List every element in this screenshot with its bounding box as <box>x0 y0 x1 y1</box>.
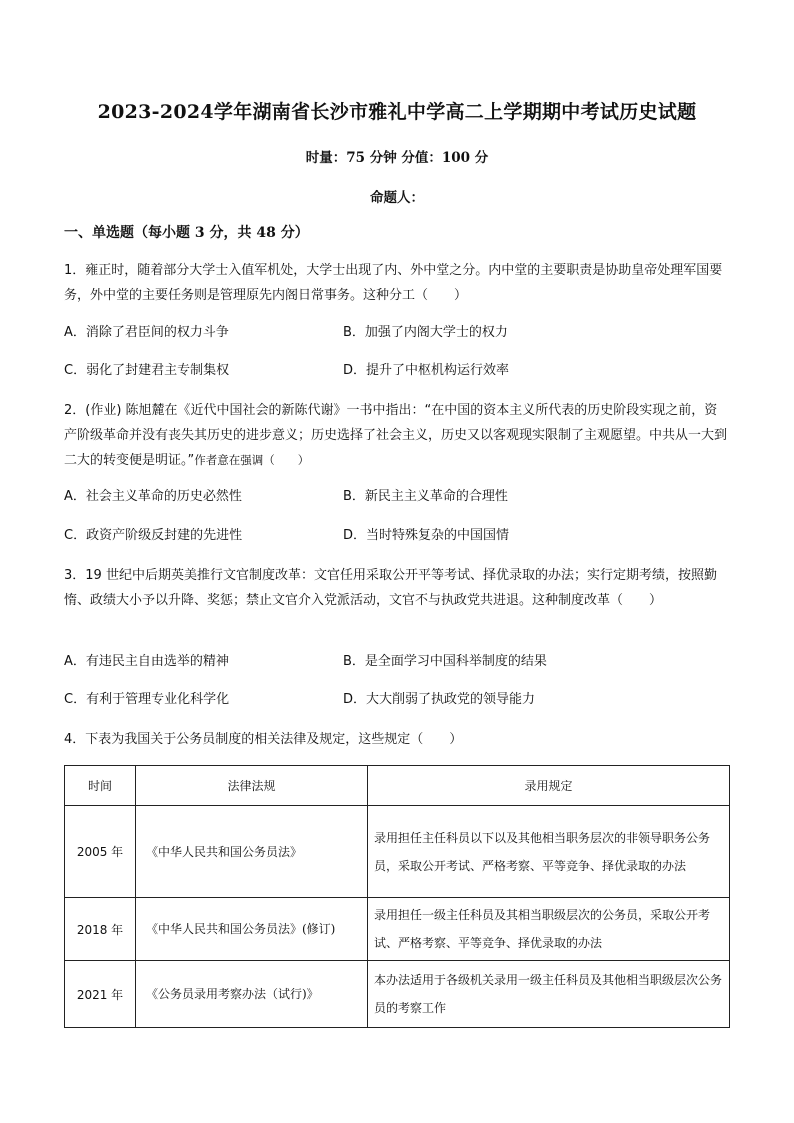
table-row <box>65 806 730 898</box>
question-3-option-a: A．有违民主自由选举的精神 <box>64 654 229 669</box>
question-2-note: 作者意在强调（ ） <box>194 453 310 467</box>
table-cell-rule: 本办法适用于各级机关录用一级主任科员及其他相当职级层次公务员的考察工作 <box>368 961 730 1028</box>
question-2-stem: 2．(作业) 陈旭麓在《近代中国社会的新陈代谢》一书中指出：“在中国的资本主义所代表的历史阶段实现之前，资产阶级革命并没有丧失其历史的进步意义；历史选择了社会主义，历史又以客观现实限制了主观愿望。中共从一大到二大的转变便是明证。” <box>64 403 728 468</box>
question-3-option-c: C．有利于管理专业化科学化 <box>64 692 230 707</box>
exam-time-score: 时量：75 分钟 分值：100 分 <box>305 150 489 166</box>
question-2-option-b: B．新民主主义革命的合理性 <box>343 489 508 504</box>
table-cell-year: 2005 年 <box>65 806 136 898</box>
table-cell-year: 2018 年 <box>65 898 136 961</box>
question-2-option-a: A．社会主义革命的历史必然性 <box>64 489 242 504</box>
question-3-option-b: B．是全面学习中国科举制度的结果 <box>343 654 547 669</box>
table-cell-rule: 录用担任一级主任科员及其相当职级层次的公务员，采取公开考试、严格考察、平等竞争、择优录取的办法 <box>368 898 730 961</box>
table-row <box>65 961 730 1028</box>
table-cell-year: 2021 年 <box>65 961 136 1028</box>
table-cell-rule: 录用担任主任科员以下以及其他相当职务层次的非领导职务公务员，采取公开考试、严格考察、平等竞争、择优录取的办法 <box>368 806 730 898</box>
question-4-stem: 4．下表为我国关于公务员制度的相关法律及规定，这些规定（ ） <box>64 732 463 747</box>
question-1-stem: 1．雍正时，随着部分大学士入值军机处，大学士出现了内、外中堂之分。内中堂的主要职责是协助皇帝处理军国要务，外中堂的主要任务则是管理原先内阁日常事务。这种分工（ ） <box>64 263 723 303</box>
civil-servant-rules-table <box>64 765 730 1028</box>
question-3-option-d: D．大大削弱了执政党的领导能力 <box>343 692 536 707</box>
table-cell-law: 《公务员录用考察办法（试行)》 <box>136 961 368 1028</box>
question-1-option-d: D．提升了中枢机构运行效率 <box>343 363 510 378</box>
question-1-option-c: C．弱化了封建君主专制集权 <box>64 363 230 378</box>
table-header-row <box>65 766 730 806</box>
question-2-option-c: C．政资产阶级反封建的先进性 <box>64 528 243 543</box>
question-2-stem-block <box>64 398 730 473</box>
table-cell-law: 《中华人民共和国公务员法》 <box>136 806 368 898</box>
question-1-option-a: A．消除了君臣间的权力斗争 <box>64 325 229 340</box>
table-header-rule: 录用规定 <box>368 766 730 806</box>
page-title: 2023-2024学年湖南省长沙市雅礼中学高二上学期期中考试历史试题 <box>97 101 697 123</box>
table-header-law: 法律法规 <box>136 766 368 806</box>
question-3-stem: 3．19 世纪中后期英美推行文官制度改革：文官任用采取公开平等考试、择优录取的办法；实行定期考绩，按照勤惰、政绩大小予以升降、奖惩；禁止文官介入党派活动，文官不与执政党共进退。这种制度改革（ ） <box>64 568 717 608</box>
question-2-option-d: D．当时特殊复杂的中国国情 <box>343 528 510 543</box>
exam-author: 命题人： <box>370 190 424 206</box>
table-header-time: 时间 <box>65 766 136 806</box>
section-heading: 一、单选题（每小题 3 分，共 48 分） <box>64 225 309 241</box>
question-1-option-b: B．加强了内阁大学士的权力 <box>343 325 508 340</box>
table-cell-law: 《中华人民共和国公务员法》(修订) <box>136 898 368 961</box>
table-row <box>65 898 730 961</box>
